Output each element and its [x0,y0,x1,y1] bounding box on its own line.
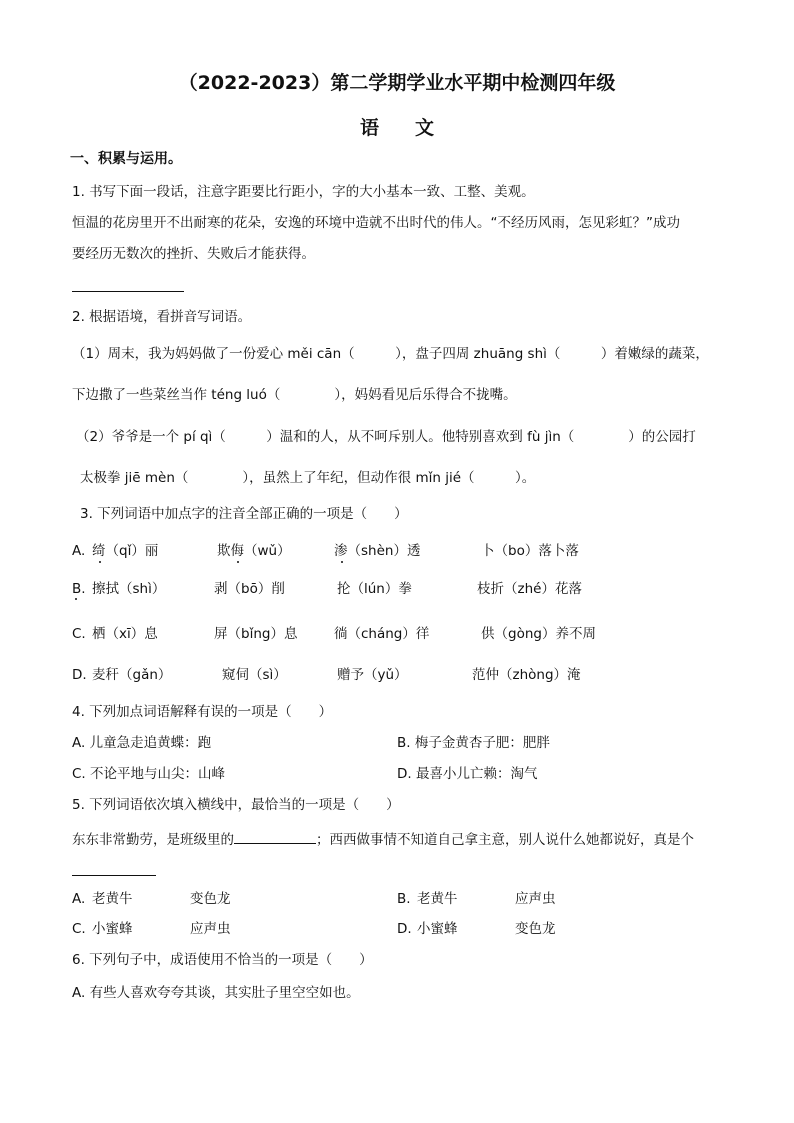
q2-part2-line1: （2）爷爷是一个 pí qì（ ）温和的人，从不呵斥别人。他特别喜欢到 fù jìn（ ）的公园打 [76,429,696,445]
q5-option-a-word1: 老黄牛 [92,891,133,907]
page-title: （2022-2023）第二学期学业水平期中检测四年级 [178,72,616,94]
q5-option-d-word1: 小蜜蜂 [417,921,458,937]
q3-option-a-item1: 绮（qǐ）丽 [92,543,159,559]
q3-option-c-item1: 栖（xī）息 [92,626,158,642]
q2-part2-line2: 太极拳 jiē mèn（ ），虽然上了年纪，但动作很 mǐn jié（ ）。 [80,470,536,486]
q4-option-c[interactable]: C. 不论平地与山尖：山峰 [72,766,226,782]
q3-option-d-label[interactable]: D. [72,667,87,683]
q3-option-a-item4: 卜（bo）落卜落 [481,543,579,559]
q3-option-a-label[interactable]: A. [72,543,86,559]
q3-option-b-item4: 枝折（zhé）花落 [477,581,582,597]
q5-option-d-label[interactable]: D. [397,921,412,937]
emphasis-dot [75,598,77,600]
q3-option-d-item4: 范仲（zhòng）淹 [472,667,581,683]
q4-option-a[interactable]: A. 儿童急走追黄蝶：跑 [72,735,212,751]
q1-passage-line2: 要经历无数次的挫折、失败后才能获得。 [72,246,315,262]
emphasis-dot [341,561,343,563]
q1-prompt: 1. 书写下面一段话，注意字距要比行距小，字的大小基本一致、工整、美观。 [72,184,535,200]
q3-option-b-item2: 剥（bō）削 [214,581,285,597]
q4-option-d[interactable]: D. 最喜小儿亡赖：淘气 [397,766,538,782]
q5-sentence [72,829,694,849]
q2-part1-line2: 下边撒了一些菜丝当作 téng luó（ ），妈妈看见后乐得合不拢嘴。 [72,387,517,403]
q3-option-c-item4: 供（gòng）养不周 [481,626,596,642]
q5-sentence-part2: ；西西做事情不知道自己拿主意，别人说什么她都说好，真是个 [316,832,694,848]
emphasis-dot [237,561,239,563]
q3-prompt: 3. 下列词语中加点字的注音全部正确的一项是（ ） [80,506,408,522]
q5-blank-2[interactable] [72,874,156,876]
q1-answer-line[interactable] [72,290,184,292]
q5-option-a-label[interactable]: A. [72,891,86,907]
q5-sentence-part1: 东东非常勤劳，是班级里的 [72,832,234,848]
q3-option-d-item1: 麦秆（gǎn） [92,667,172,683]
q3-option-d-item3: 赠予（yǔ） [337,667,408,683]
q5-prompt: 5. 下列词语依次填入横线中，最恰当的一项是（ ） [72,797,400,813]
emphasis-dot [99,561,101,563]
q5-option-c-word1: 小蜜蜂 [92,921,133,937]
q5-option-d-word2: 变色龙 [515,921,556,937]
q5-option-c-label[interactable]: C. [72,921,86,937]
q3-option-d-item2: 窥伺（sì） [222,667,287,683]
q3-option-b-label[interactable]: B. [72,581,86,597]
section-heading: 一、积累与运用。 [70,151,182,167]
q2-prompt: 2. 根据语境，看拼音写词语。 [72,309,252,325]
q6-prompt: 6. 下列句子中，成语使用不恰当的一项是（ ） [72,952,373,968]
q3-option-c-label[interactable]: C. [72,626,86,642]
q3-option-a-item2: 欺侮（wǔ） [217,543,291,559]
q3-option-a-item3: 渗（shèn）透 [334,543,421,559]
q3-option-b-item3: 抡（lún）拳 [337,581,412,597]
q3-option-b-item1: 擦拭（shì） [92,581,166,597]
q4-prompt: 4. 下列加点词语解释有误的一项是（ ） [72,704,333,720]
subject-title: 语文 [359,117,470,139]
q5-option-a-word2: 变色龙 [190,891,231,907]
q2-part1-line1: （1）周末，我为妈妈做了一份爱心 měi cān（ ），盘子四周 zhuāng shì（ ）着嫩绿的蔬菜， [72,346,709,362]
q5-option-b-label[interactable]: B. [397,891,411,907]
q6-option-a[interactable]: A. 有些人喜欢夸夸其谈，其实肚子里空空如也。 [72,985,360,1001]
q5-option-b-word2: 应声虫 [515,891,556,907]
q3-option-c-item3: 徜（cháng）徉 [334,626,430,642]
q1-passage-line1: 恒温的花房里开不出耐寒的花朵，安逸的环境中造就不出时代的伟人。“不经历风雨，怎见彩虹？”成功 [72,215,680,231]
q5-option-c-word2: 应声虫 [190,921,231,937]
q5-option-b-word1: 老黄牛 [417,891,458,907]
q5-blank-1[interactable] [234,829,316,844]
q3-option-c-item2: 屏（bǐng）息 [214,626,298,642]
q4-option-b[interactable]: B. 梅子金黄杏子肥：肥胖 [397,735,550,751]
